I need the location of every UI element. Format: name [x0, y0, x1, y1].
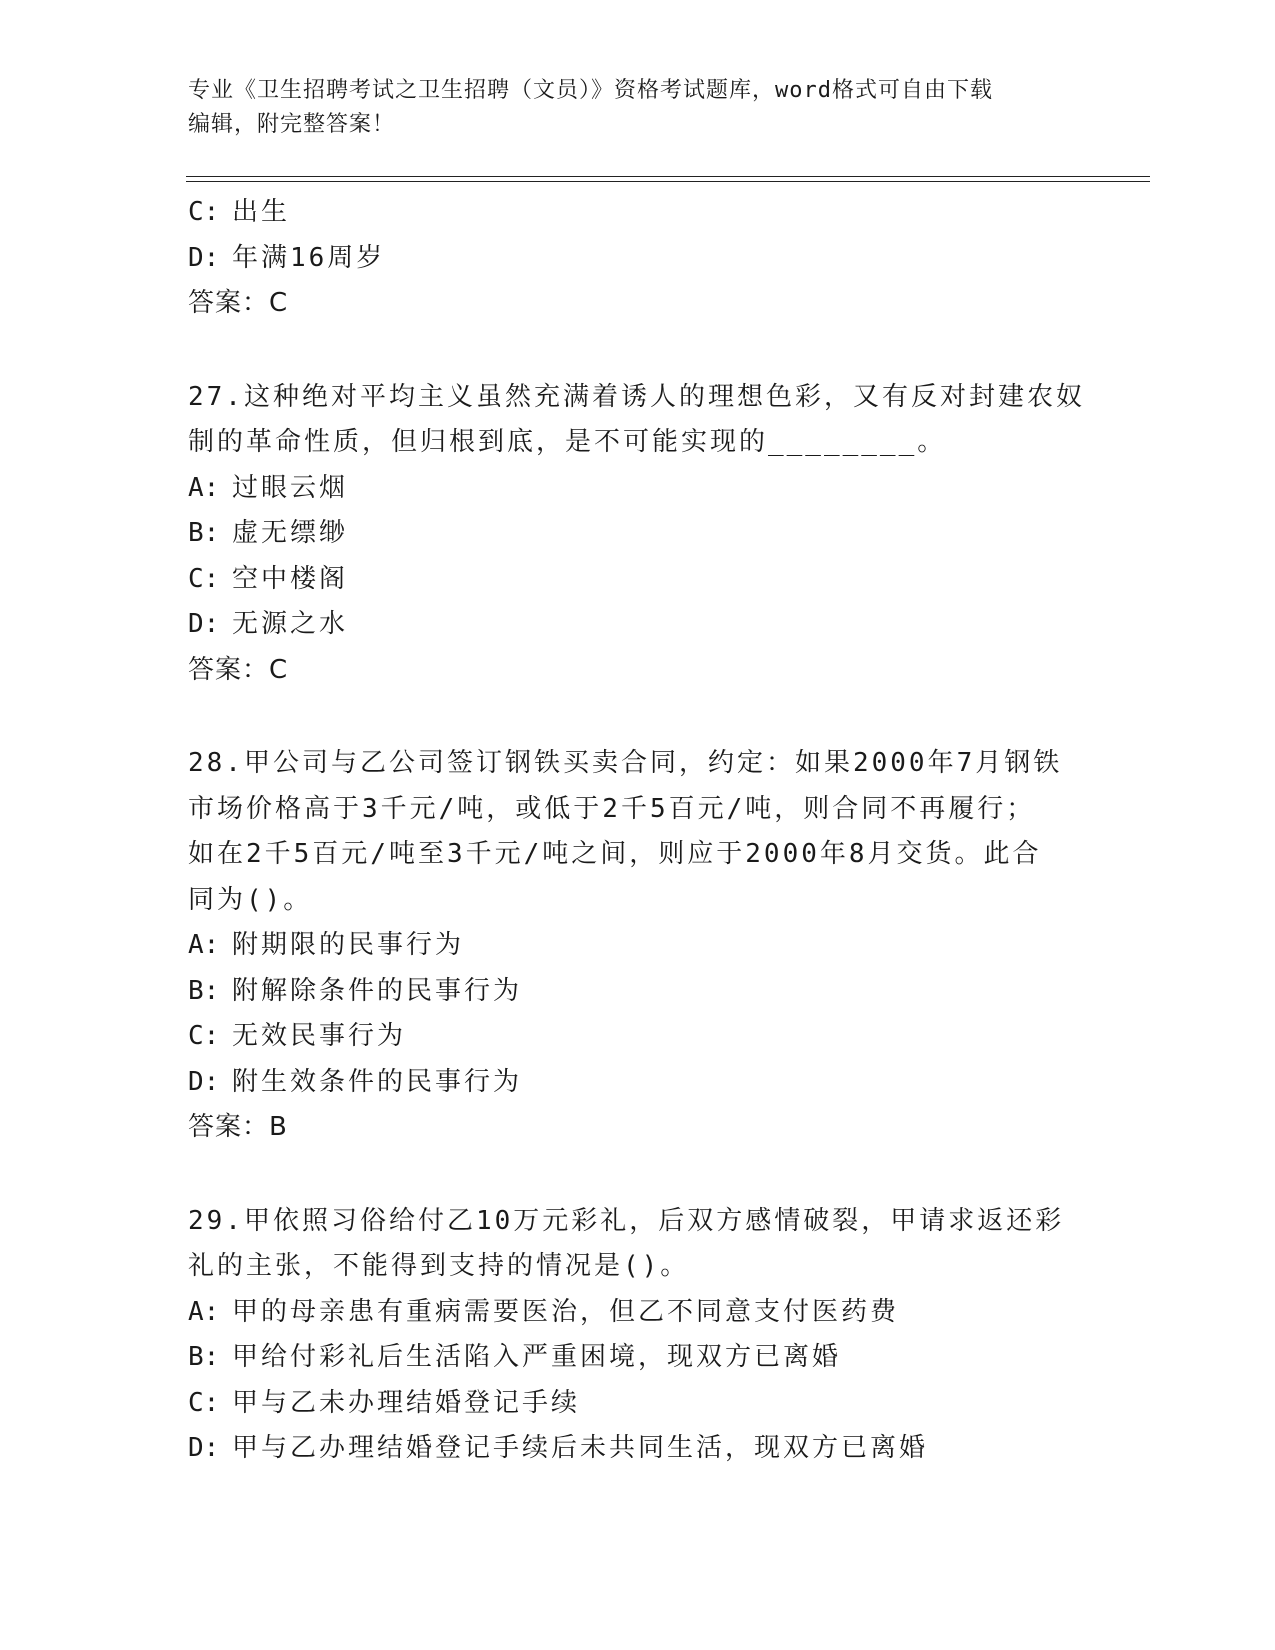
option-key: A: [188, 472, 220, 503]
option-key: B: [188, 518, 220, 548]
document-body [188, 190, 1088, 1472]
option-key: A: [188, 930, 220, 960]
document-header [188, 74, 1068, 142]
option-key: C: [188, 1387, 220, 1418]
option-a [188, 466, 1088, 512]
option-a [188, 1290, 1088, 1336]
option-text: 过眼云烟 [232, 472, 349, 503]
option-key: A: [188, 1296, 220, 1327]
option-d [188, 1426, 1088, 1472]
option-c [188, 190, 1088, 236]
option-c [188, 1014, 1088, 1060]
header-line-2: 编辑，附完整答案！ [188, 112, 396, 137]
option-c [188, 557, 1088, 603]
option-text: 甲与乙未办理结婚登记手续 [232, 1387, 581, 1418]
option-text: 年满16周岁 [232, 242, 386, 273]
answer-line: 答案：C [188, 288, 289, 318]
option-text: 出生 [232, 197, 291, 227]
option-key: D: [188, 1433, 220, 1463]
option-b [188, 1335, 1088, 1381]
option-d [188, 236, 1088, 282]
option-key: C: [188, 563, 220, 594]
question-stem-line: 同为()。 [188, 884, 313, 915]
question-stem-line: 制的革命性质，但归根到底，是不可能实现的________。 [188, 427, 947, 457]
answer-line: 答案：B [188, 1112, 288, 1142]
option-text: 无源之水 [232, 609, 349, 639]
option-key: C: [188, 1021, 220, 1051]
option-text: 甲与乙办理结婚登记手续后未共同生活，现双方已离婚 [232, 1433, 929, 1463]
option-text: 甲的母亲患有重病需要医治，但乙不同意支付医药费 [232, 1296, 900, 1327]
option-c [188, 1381, 1088, 1427]
question-27 [188, 375, 1088, 694]
question-stem-line: 礼的主张，不能得到支持的情况是()。 [188, 1251, 690, 1281]
option-text: 附解除条件的民事行为 [232, 975, 523, 1006]
answer-line: 答案：C [188, 654, 289, 685]
option-b [188, 511, 1088, 557]
option-text: 空中楼阁 [232, 563, 349, 594]
header-divider-bottom [186, 181, 1150, 182]
option-b [188, 969, 1088, 1015]
option-key: C: [188, 197, 220, 227]
header-divider-top [186, 176, 1150, 177]
option-text: 甲给付彩礼后生活陷入严重困境，现双方已离婚 [232, 1342, 842, 1372]
option-key: D: [188, 1066, 220, 1097]
previous-question-tail [188, 190, 1088, 327]
option-text: 附生效条件的民事行为 [232, 1066, 523, 1097]
option-key: D: [188, 242, 220, 273]
question-stem-line: 如在2千5百元/吨至3千元/吨之间，则应于2000年8月交货。此合 [188, 839, 1042, 869]
question-stem-line: 市场价格高于3千元/吨，或低于2千5百元/吨，则合同不再履行； [188, 793, 1036, 824]
question-29 [188, 1199, 1088, 1472]
option-text: 虚无缥缈 [232, 518, 349, 548]
question-stem-line: 29.甲依照习俗给付乙10万元彩礼，后双方感情破裂，甲请求返还彩 [188, 1205, 1065, 1236]
header-line-1: 专业《卫生招聘考试之卫生招聘（文员）》资格考试题库，word格式可自由下载 [188, 78, 993, 103]
option-key: D: [188, 609, 220, 639]
option-key: B: [188, 975, 220, 1006]
option-text: 无效民事行为 [232, 1021, 407, 1051]
option-text: 附期限的民事行为 [232, 930, 465, 960]
question-stem-line: 27.这种绝对平均主义虽然充满着诱人的理想色彩，又有反对封建农奴 [188, 381, 1085, 412]
question-stem-line: 28.甲公司与乙公司签订钢铁买卖合同，约定：如果2000年7月钢铁 [188, 748, 1063, 778]
option-key: B: [188, 1342, 220, 1372]
question-28 [188, 741, 1088, 1151]
option-d [188, 1060, 1088, 1106]
option-a [188, 923, 1088, 969]
option-d [188, 602, 1088, 648]
